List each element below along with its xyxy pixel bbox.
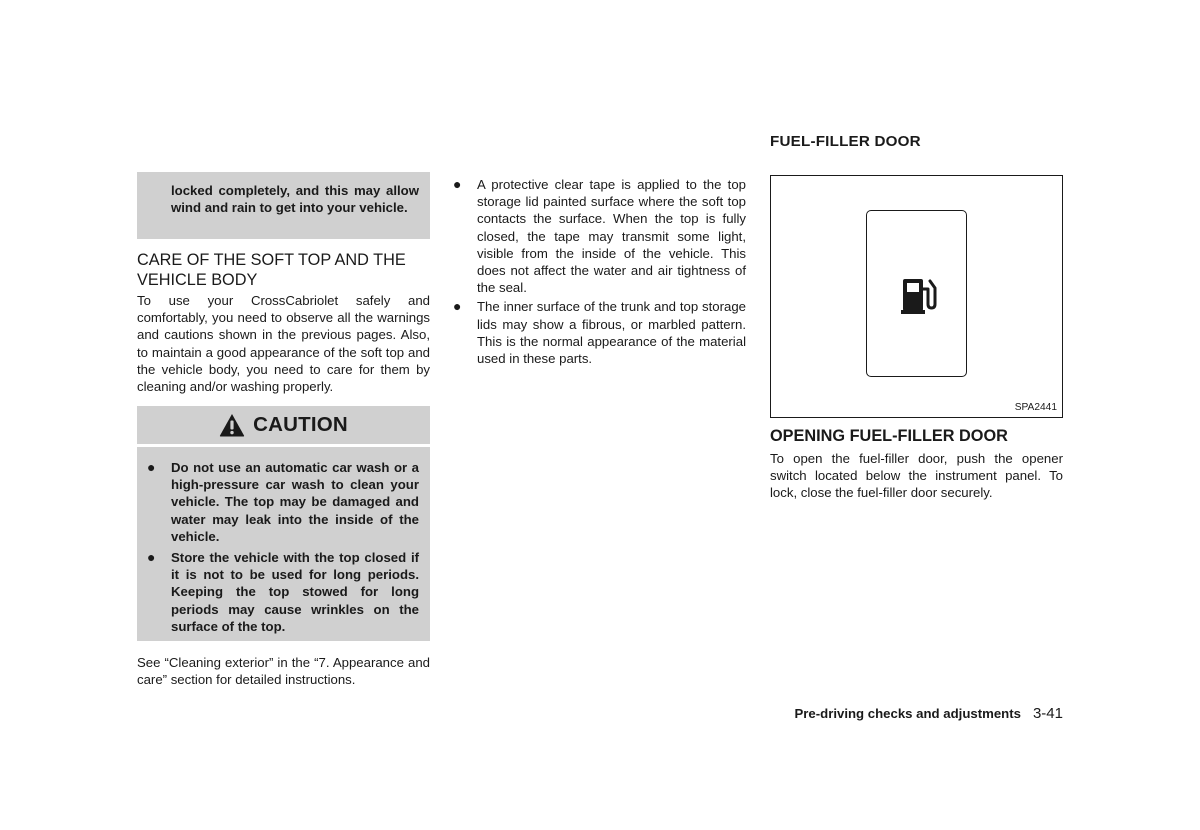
caution-item-text: Do not use an automatic car wash or a high-pressure car wash to clean your vehicle. The top may be damaged and water may leak into the inside of the vehicle.: [171, 460, 419, 544]
bullet-icon: ●: [453, 176, 462, 192]
continued-warning-box: [137, 172, 430, 239]
fuel-door-figure: [770, 175, 1063, 418]
page-footer: [770, 705, 1063, 722]
fuel-pump-icon: [899, 274, 943, 318]
caution-body: [137, 447, 430, 641]
caution-header: [137, 406, 430, 444]
care-body-text: To use your CrossCabriolet safely and comfortably, you need to observe all the warnings and cautions shown in the previous pages. Also, to maintain a good appearance of the soft top and the vehicle body, you need to care for them by cleaning and/or washing properly.: [137, 293, 430, 395]
list-item-text: The inner surface of the trunk and top storage lids may show a fibrous, or marbled pattern. This is the normal appearance of the material used in these parts.: [477, 299, 746, 367]
bullet-icon: ●: [453, 298, 462, 315]
caution-item-text: Store the vehicle with the top closed if it is not to be used for long periods. Keeping the top stowed for long periods may cause wrinkles on the surface of the top.: [171, 550, 419, 634]
middle-bullet-list: [453, 176, 746, 369]
caution-title: CAUTION: [253, 413, 348, 436]
opening-body-text: To open the fuel-filler door, push the opener switch located below the instrument panel. To lock, close the fuel-filler door securely.: [770, 451, 1063, 501]
list-item: [453, 176, 746, 296]
continued-warning-text: locked completely, and this may allow wind and rain to get into your vehicle.: [171, 183, 419, 216]
list-item: [453, 298, 746, 367]
caution-item-2: [147, 549, 419, 635]
caution-item-1: [147, 459, 419, 545]
care-heading: [137, 251, 430, 290]
footer-section-title: Pre-driving checks and adjustments: [794, 706, 1021, 721]
warning-triangle-icon: [219, 413, 245, 437]
see-reference-text: See “Cleaning exterior” in the “7. Appearance and care” section for detailed instructions.: [137, 655, 430, 688]
opening-heading: OPENING FUEL-FILLER DOOR: [770, 427, 1008, 445]
fuel-door-illustration: [866, 210, 967, 377]
fuel-filler-title: FUEL-FILLER DOOR: [770, 133, 921, 150]
list-item-text: A protective clear tape is applied to the top storage lid painted surface where the soft top contacts the surface. When the top is fully closed, the tape may transmit some light, visible from the inside of the vehicle. This does not affect the water and air tightness of the seal.: [477, 177, 746, 296]
care-heading-line1: CARE OF THE SOFT TOP AND THE: [137, 251, 406, 269]
page-number: 3-41: [1032, 705, 1063, 722]
bullet-icon: ●: [147, 459, 156, 475]
bullet-icon: ●: [147, 549, 156, 566]
figure-code: SPA2441: [1014, 402, 1057, 413]
care-heading-line2: VEHICLE BODY: [137, 270, 258, 289]
